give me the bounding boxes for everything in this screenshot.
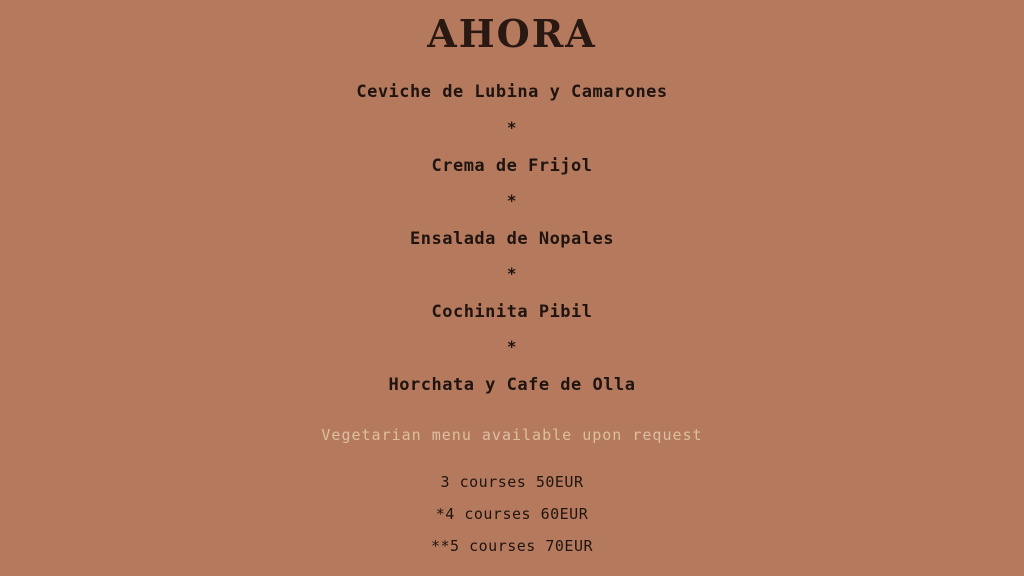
course-3: Ensalada de Nopales — [410, 229, 614, 249]
vegetarian-note: Vegetarian menu available upon request — [321, 426, 703, 444]
price-5-courses: **5 courses 70EUR — [430, 537, 594, 555]
price-4-courses: *4 courses 60EUR — [435, 505, 589, 523]
course-2: Crema de Frijol — [431, 156, 593, 176]
course-5: Horchata y Cafe de Olla — [388, 375, 636, 395]
separator-2: * — [506, 191, 518, 210]
course-4: Cochinita Pibil — [431, 302, 593, 322]
separator-3: * — [506, 264, 518, 283]
menu-title: AHORA — [427, 11, 597, 56]
course-1: Ceviche de Lubina y Camarones — [356, 82, 668, 102]
price-3-courses: 3 courses 50EUR — [440, 473, 584, 491]
separator-4: * — [506, 337, 518, 356]
separator-1: * — [506, 118, 518, 137]
